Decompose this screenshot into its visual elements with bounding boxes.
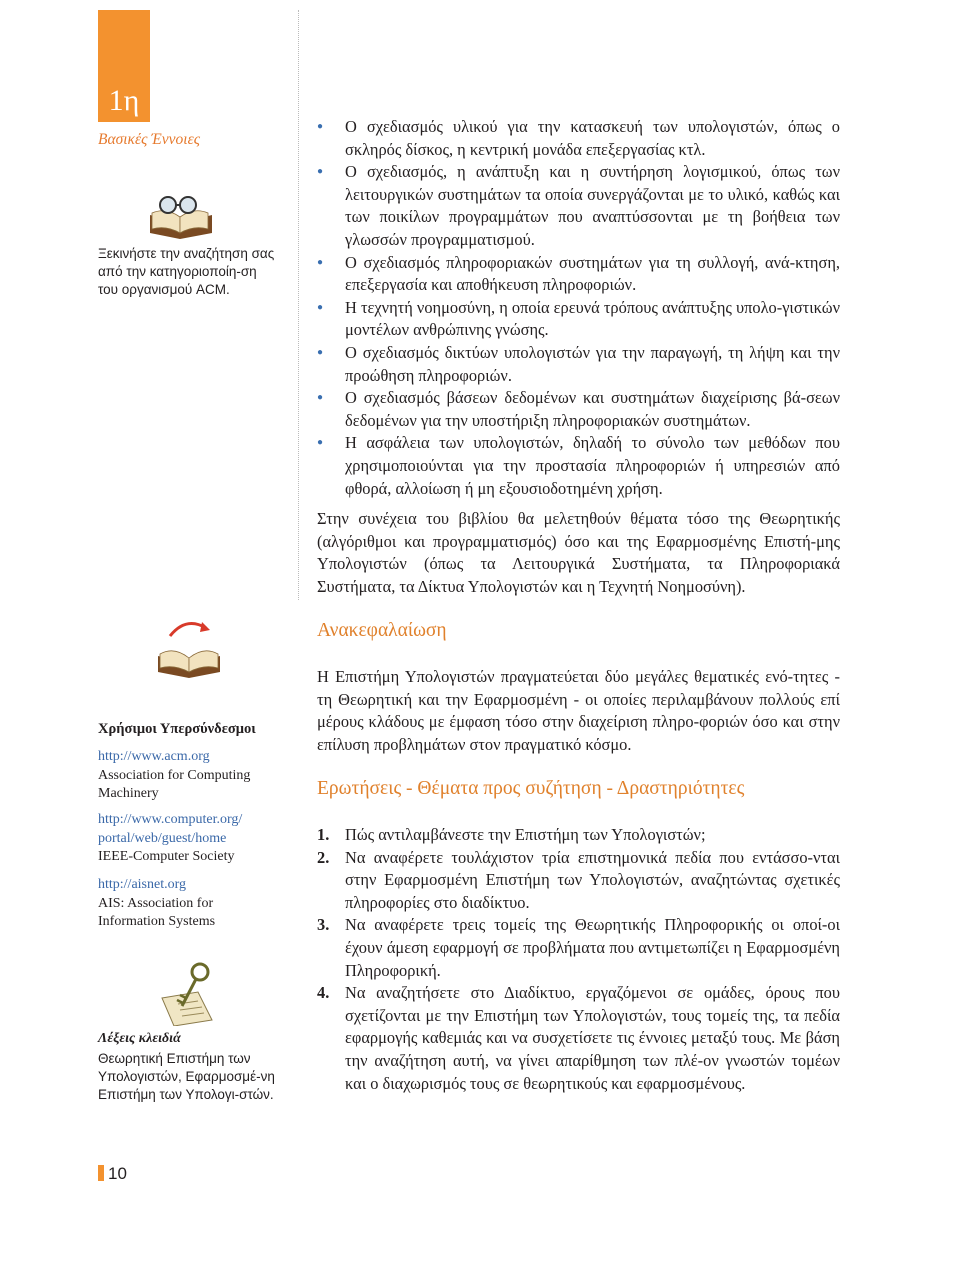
list-item: ● Ο σχεδιασμός υλικού για την κατασκευή των υπολογιστών, όπως ο σκληρός δίσκος, η κεντρική μονάδα επεξεργασίας κτλ.: [317, 116, 840, 161]
chapter-title: Βασικές Έννοιες: [98, 131, 201, 148]
question-text: Να αναφέρετε τουλάχιστον τρία επιστημονικά πεδία που εντάσσο-νται στην Εφαρμοσμένη Επιστήμη των Υπολογιστών, αναζητώντας σχετικές πληροφορίες στο διαδίκτυο.: [345, 847, 840, 912]
page-number-text: 10: [108, 1164, 127, 1183]
list-item: ● Ο σχεδιασμός, η ανάπτυξη και η συντήρηση λογισμικού, όπως των λειτουργικών συστημάτων τα οποία συνεργάζονται με το υλικό, καθώς και των ποικίλων προγραμμάτων που αναπτύσσονται με τη βοήθεια των γλωσσών προγραμματισμού.: [317, 161, 840, 251]
list-item: ● Ο σχεδιασμός δικτύων υπολογιστών για την παραγωγή, τη λήψη και την προώθηση πληροφοριών.: [317, 342, 840, 387]
list-item: ● Ο σχεδιασμός βάσεων δεδομένων και συστημάτων διαχείρισης βά-σεων δεδομένων για την υποστήριξη πληροφοριακών συστημάτων.: [317, 387, 840, 432]
key-document-icon: [158, 962, 216, 1026]
link-item: [98, 748, 278, 804]
page-number-marker: [98, 1165, 104, 1181]
question-text: Να αναφέρετε τρεις τομείς της Θεωρητικής Πληροφορικής οι οποί-οι έχουν άμεση εφαρμογή σε προβλήματα που αντιμετωπίζει η Εφαρμοσμένη Πληροφορική.: [345, 915, 840, 980]
continuation-paragraph: Στην συνέχεια του βιβλίου θα μελετηθούν θέματα τόσο της Θεωρητικής (αλγόριθμοι και προγραμματισμός) όσο και της Εφαρμοσμένης Επιστή-μης Υπολογιστών (όπως τα Λειτουργικά Συστήματα, τα Πληροφοριακά Συστήματα, τα Δίκτυα Υπολογιστών και η Τεχνητή Νοημοσύνη).: [317, 509, 840, 596]
link-url[interactable]: http://aisnet.org: [98, 877, 187, 892]
question-item: [317, 914, 840, 982]
summary-paragraph: Η Επιστήμη Υπολογιστών πραγματεύεται δύο μεγάλες θεματικές ενό-τητες - τη Θεωρητική και την Εφαρμοσμένη - οι οποίες περιλαμβάνουν πολλούς επί μέρους κλάδους με έμφαση τόσο στην διαχείριση πληρο-φοριών όσο και στην επίλυση προβλημάτων στον πραγματικό κόσμο.: [317, 667, 840, 754]
chapter-number: 1η: [108, 84, 140, 117]
question-number: 1.: [317, 825, 330, 844]
question-item: [317, 847, 840, 915]
column-divider: [298, 10, 299, 600]
link-url[interactable]: http://www.computer.org/ portal/web/guest/home: [98, 812, 243, 846]
link-description: AIS: Association for Information Systems: [98, 895, 216, 929]
question-item: [317, 982, 840, 1095]
questions-list: [317, 824, 840, 1095]
book-return-icon: [156, 614, 222, 678]
book-magnifier-icon: [146, 193, 216, 239]
list-item: ● Η ασφάλεια των υπολογιστών, δηλαδή το σύνολο των μεθόδων που χρησιμοποιούνται για την προστασία πληροφοριών ή υπηρεσιών από φθορά, αλλοίωση ή μη εξουσιοδοτημένη χρήση.: [317, 432, 840, 500]
link-url[interactable]: http://www.acm.org: [98, 749, 210, 764]
topics-bullet-list: [317, 116, 840, 500]
page-number: [98, 1164, 127, 1184]
links-heading: Χρήσιμοι Υπερσύνδεσμοι: [98, 721, 256, 737]
link-item: [98, 811, 278, 867]
keywords-heading: Λέξεις κλειδιά: [98, 1031, 181, 1046]
keywords-text: Θεωρητική Επιστήμη των Υπολογιστών, Εφαρμοσμέ-νη Επιστήμη των Υπολογι-στών.: [98, 1051, 275, 1102]
link-description: IEEE-Computer Society: [98, 849, 235, 864]
questions-heading: Ερωτήσεις - Θέματα προς συζήτηση - Δραστηριότητες: [317, 778, 745, 799]
question-text: Πώς αντιλαμβάνεστε την Επιστήμη των Υπολογιστών;: [345, 825, 706, 844]
question-number: 3.: [317, 915, 330, 935]
chapter-tab: [98, 10, 150, 122]
list-item: ● Η τεχνητή νοημοσύνη, η οποία ερευνά τρόπους ανάπτυξης υπολο-γιστικών μοντέλων ανθρώπινης γνώσης.: [317, 297, 840, 342]
question-item: [317, 824, 840, 847]
link-item: [98, 876, 278, 932]
question-text: Να αναζητήσετε στο Διαδίκτυο, εργαζόμενοι σε ομάδες, όρους που σχετίζονται με την Επιστήμη των Υπολογιστών, τους τομείς της, τα πεδία εφαρμογής καθεμιάς και να συσχετίσετε τις έννοιες μεταξύ τους. Με βάση την αναζήτηση αυτή, να γίνει απαρίθμηση των πλέ-ον γνωστών τομέων και ο διαχωρισμός τους σε θεωρητικούς και εφαρμοσμένους.: [345, 983, 840, 1093]
link-description: Association for Computing Machinery: [98, 767, 251, 801]
list-item: ● Ο σχεδιασμός πληροφοριακών συστημάτων για τη συλλογή, ανά-κτηση, επεξεργασία και αποθήκευση πληροφοριών.: [317, 252, 840, 297]
search-tip: Ξεκινήστε την αναζήτηση σας από την κατηγοριοποίη-ση του οργανισμού ACM.: [98, 246, 275, 297]
question-number: 2.: [317, 847, 330, 867]
summary-heading: Ανακεφαλαίωση: [317, 620, 447, 641]
question-number: 4.: [317, 983, 330, 1003]
